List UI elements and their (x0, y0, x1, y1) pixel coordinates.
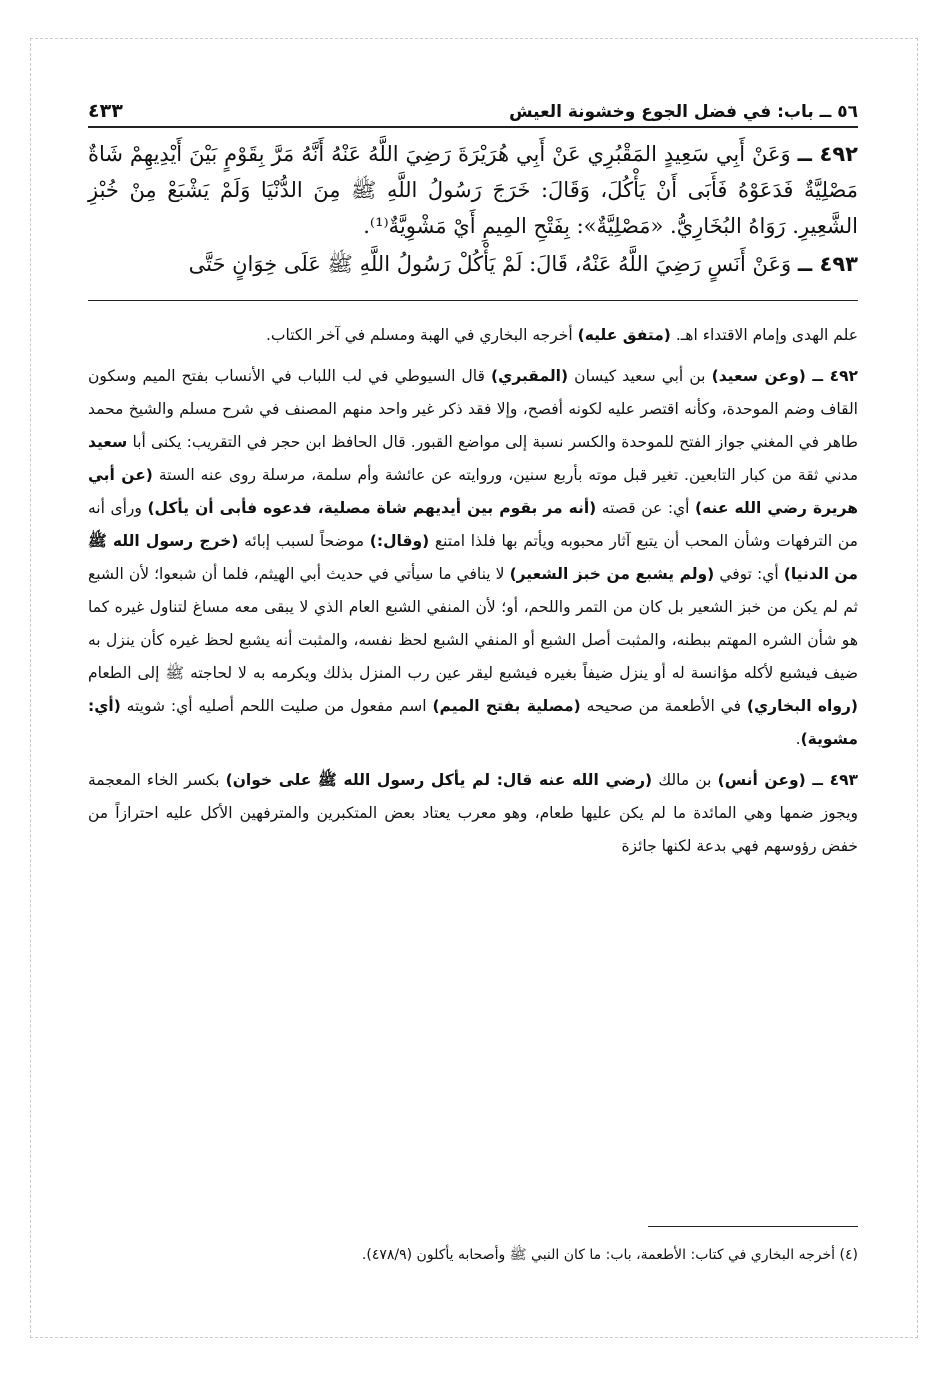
commentary-text: علم الهدى وإمام الاقتداء اهـ. (670, 326, 858, 344)
commentary-bold: (أي: مشوية) (88, 697, 858, 748)
commentary-block (88, 319, 858, 863)
hadith-text: وَعَنْ أَنَسٍ رَضِيَ اللَّهُ عَنْهُ، قَالَ: لَمْ يَأْكُلْ رَسُولُ اللَّهِ ﷺ عَلَى خِوَانٍ حَتَّى (188, 252, 792, 276)
commentary-text: اسم مفعول من صليت اللحم أصليه أي: شويته (120, 697, 433, 715)
commentary-bold: سعيد (88, 433, 128, 451)
commentary-text: بن أبي سعيد كيسان (568, 367, 712, 385)
commentary-bold: (عن أبي هريرة رضي الله عنه) (88, 466, 858, 517)
commentary-bold: (وقال:) (369, 532, 430, 550)
commentary-number: ٤٩٣ ــ (805, 771, 858, 789)
commentary-bold: (المقبري) (491, 367, 569, 385)
hadith-number: ٤٩٢ ــ (797, 142, 858, 166)
commentary-text: قال السيوطي في لب اللباب في الأنساب بفتح الميم وسكون القاف وضم الموحدة، وكأنه اقتصر عليه لكونه أفصح، وإلا فقد ذكر غير واحد منهم المصنف في شرح مسلم والشيخ محمد طاهر في المغني جواز الفتح للموحدة والكسر نسبة إلى مواضع القبور. قال الحافظ ابن حجر في التقريب: يكنى أبا (88, 367, 858, 451)
commentary-text: بن مالك (652, 771, 718, 789)
page-number: ٤٣٣ (88, 100, 123, 122)
commentary-493 (88, 764, 858, 863)
running-header (88, 92, 858, 128)
chapter-title: ٥٦ ــ باب: في فضل الجوع وخشونة العيش (509, 102, 858, 122)
commentary-bold: (وعن أنس) (717, 771, 806, 789)
hadith-number: ٤٩٣ ــ (797, 252, 858, 276)
commentary-bold: (خرج رسول الله ﷺ من الدنيا) (88, 532, 858, 583)
commentary-bold: (ولم يشبع من خبز الشعير) (509, 565, 715, 583)
commentary-text: لا ينافي ما سيأتي في حديث أبي الهيثم، فلما أن شبعوا؛ لأن الشبع ثم لم يكن من خبز الشعير بل كان من التمر واللحم، أو؛ لأن المنفي الشبع العام الذي لا يبقى معه مساغ لتناول غيره كما هو شأن الشره المهتم ببطنه، والمثبت أصل الشبع أو المنفي الشبع لحظ نفسه، والمثبت أنه يشبع لحظ غيره كأن ينزل به ضيف فيشبع لأكله مؤانسة له أو ينزل ضيفاً بغيره فيشبع ليقر عين رب المنزل بذلك ويكرمه به لا لحاجته ﷺ إلى الطعام (88, 565, 858, 682)
commentary-text: بكسر الخاء المعجمة ويجوز ضمها وهي المائدة ما لم يكن عليها طعام، وهو معرب يعتاد بعض المتكبرين والمترفهين الأكل عليه احترازاً من خفض رؤوسهم فهي بدعة لكنها جائزة (88, 771, 858, 855)
commentary-text: في الأطعمة من صحيحه (580, 697, 747, 715)
hadith-text: وَعَنْ أَبِي سَعِيدٍ المَقْبُرِي عَنْ أَبِي هُرَيْرَةَ رَضِيَ اللَّهُ عَنْهُ أَنَّهُ مَرَّ بِقَوْمٍ بَيْنَ أَيْدِيهِمْ شَاةٌ مَصْلِيَّةٌ فَدَعَوْهُ فَأَبَى أَنْ يَأْكُلَ، وَقَالَ: خَرَجَ رَسُولُ اللَّهِ ﷺ مِنَ الدُّنْيَا وَلَمْ يَشْبَعْ مِنْ خُبْزِ الشَّعِيرِ. رَوَاهُ البُخَارِيُّ. «مَصْلِيَّةٌ»: بِفَتْحِ المِيمِ أَيْ مَشْوِيَّةٌ⁽¹⁾. (88, 142, 858, 238)
commentary-text: أخرجه البخاري في الهبة ومسلم في آخر الكتاب. (265, 326, 578, 344)
commentary-bold: (رواه البخاري) (746, 697, 858, 715)
commentary-text: مدني ثقة من كبار التابعين. تغير قبل موته بأربع سنين، وروايته عن عائشة وأم سلمة، مرسلة روى عنه الستة (152, 466, 858, 484)
commentary-bold: (متفق عليه) (577, 326, 671, 344)
commentary-intro (88, 319, 858, 352)
hadith-text-block (88, 136, 858, 282)
commentary-number: ٤٩٢ ــ (805, 367, 859, 385)
commentary-text: ورأى أنه من الترفهات وشأن المحب أن يتبع آثار محبوبه ويأتم بها فلذا امتنع (88, 499, 858, 550)
hadith-492 (88, 136, 858, 244)
footnote: (٤) أخرجه البخاري في كتاب: الأطعمة، باب: ما كان النبي ﷺ وأصحابه يأكلون (٤٧٨/٩). (361, 1247, 858, 1263)
commentary-bold: (مصلية بفتح الميم) (432, 697, 581, 715)
commentary-text: . (795, 730, 801, 748)
book-page (88, 92, 858, 1322)
commentary-bold: (وعن سعيد) (711, 367, 806, 385)
commentary-text: أي: عن قصته (596, 499, 696, 517)
commentary-text: موضحاً لسبب إبائه (238, 532, 370, 550)
commentary-bold: (أنه مر بقوم بين أيديهم شاة مصلية، فدعوه فأبى أن يأكل) (147, 499, 597, 517)
commentary-bold: (رضي الله عنه قال: لم يأكل رسول الله ﷺ على خوان) (225, 771, 653, 789)
hadith-493 (88, 246, 858, 282)
footnote-divider (648, 1226, 858, 1227)
commentary-text: أي: توفي (714, 565, 784, 583)
commentary-492 (88, 360, 858, 756)
section-divider (88, 300, 858, 301)
